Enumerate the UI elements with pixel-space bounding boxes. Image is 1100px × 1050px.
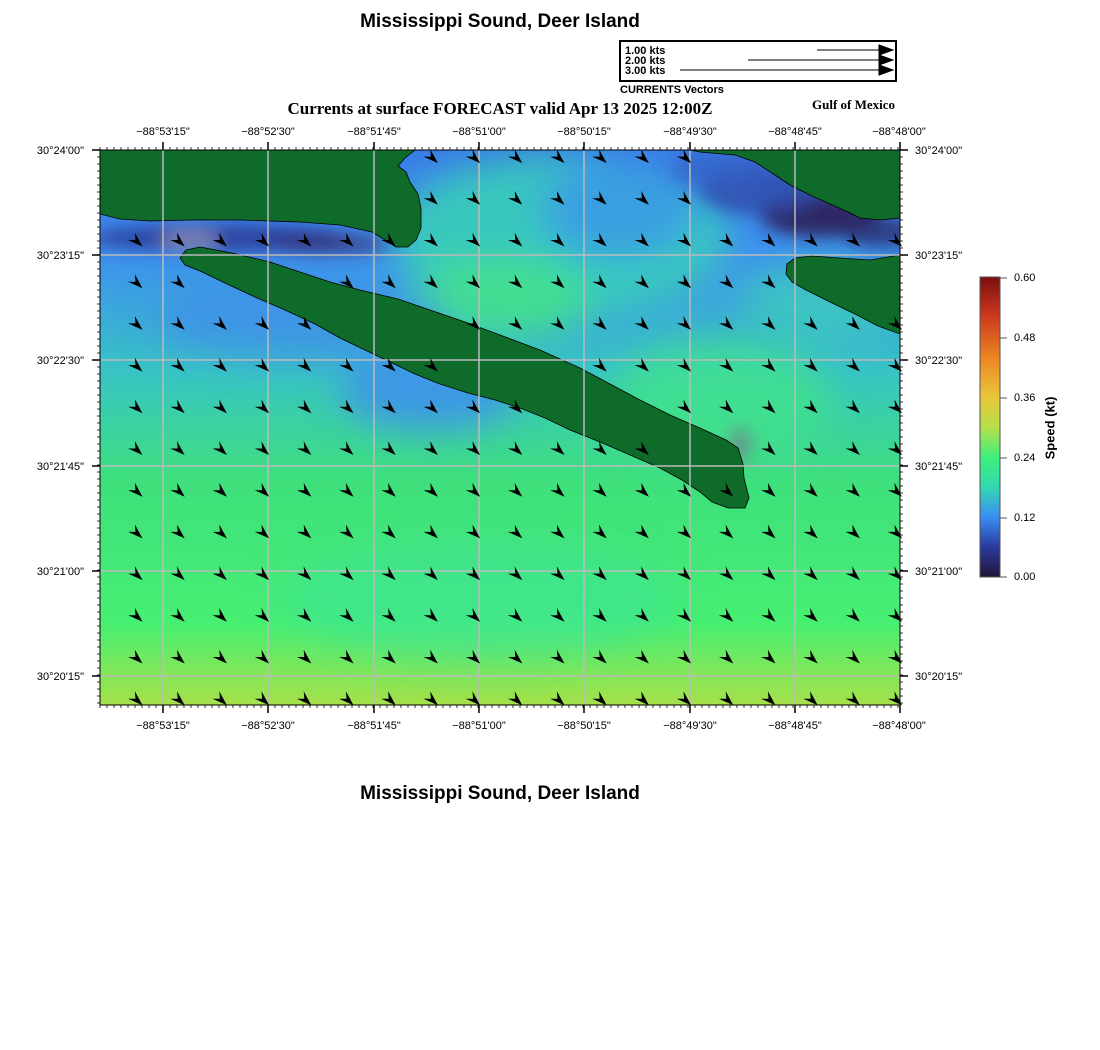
lat-labels-left (37, 145, 84, 683)
legend-arrowhead-3kt (879, 65, 893, 75)
legend-arrowhead-1kt (879, 45, 893, 55)
lon-label: −88°49'30" (663, 720, 717, 732)
lon-label: −88°51'45" (347, 126, 401, 138)
speed-colorbar (980, 277, 1007, 577)
footer-title: Mississippi Sound, Deer Island (360, 783, 640, 804)
lon-label: −88°51'45" (347, 720, 401, 732)
lat-label: 30°23'15" (915, 250, 963, 262)
colorbar-tick-label: 0.48 (1014, 332, 1036, 344)
lat-labels-right (915, 145, 962, 683)
legend-arrowhead-2kt (879, 55, 893, 65)
legend-row-1kt: 1.00 kts (625, 45, 666, 57)
forecast-subtitle: Currents at surface FORECAST valid Apr 13 2025 12:00Z (287, 99, 713, 118)
lon-label: −88°48'00" (872, 126, 926, 138)
lat-label: 30°21'45" (915, 461, 963, 473)
lat-label: 30°23'15" (36, 250, 84, 262)
lat-label: 30°24'00" (915, 145, 963, 157)
lat-label: 30°21'45" (36, 461, 84, 473)
lon-label: −88°48'00" (872, 720, 926, 732)
map-title: Mississippi Sound, Deer Island (360, 11, 640, 32)
lon-labels-top (136, 126, 926, 138)
lat-label: 30°22'30" (915, 355, 963, 367)
legend-caption: CURRENTS Vectors (620, 84, 724, 96)
legend-row-3kt: 3.00 kts (625, 65, 666, 77)
lon-label: −88°48'45" (768, 126, 822, 138)
lon-label: −88°53'15" (136, 126, 190, 138)
lon-label: −88°53'15" (136, 720, 190, 732)
lat-label: 30°22'30" (36, 355, 84, 367)
colorbar-title: Speed (kt) (1042, 396, 1058, 460)
colorbar-tick-label: 0.00 (1014, 571, 1036, 583)
legend-arrows (680, 45, 893, 75)
colorbar-tick-label: 0.12 (1014, 512, 1036, 524)
lat-label: 30°20'15" (36, 671, 84, 683)
colorbar-tick-label: 0.36 (1014, 392, 1036, 404)
lon-label: −88°48'45" (768, 720, 822, 732)
lon-label: −88°51'00" (452, 126, 506, 138)
region-label: Gulf of Mexico (812, 97, 896, 112)
lon-label: −88°50'15" (557, 720, 611, 732)
lon-label: −88°51'00" (452, 720, 506, 732)
lon-label: −88°49'30" (663, 126, 717, 138)
lat-label: 30°24'00" (36, 145, 84, 157)
legend-row-2kt: 2.00 kts (625, 55, 666, 67)
colorbar-tick-label: 0.24 (1014, 452, 1036, 464)
lon-label: −88°52'30" (241, 720, 295, 732)
colorbar-ramp (980, 277, 1000, 577)
colorbar-tick-label: 0.60 (1014, 272, 1036, 284)
lat-label: 30°21'00" (36, 566, 84, 578)
lat-label: 30°20'15" (915, 671, 963, 683)
lon-label: −88°50'15" (557, 126, 611, 138)
lat-label: 30°21'00" (915, 566, 963, 578)
lon-label: −88°52'30" (241, 126, 295, 138)
lon-labels-bottom (136, 720, 926, 732)
